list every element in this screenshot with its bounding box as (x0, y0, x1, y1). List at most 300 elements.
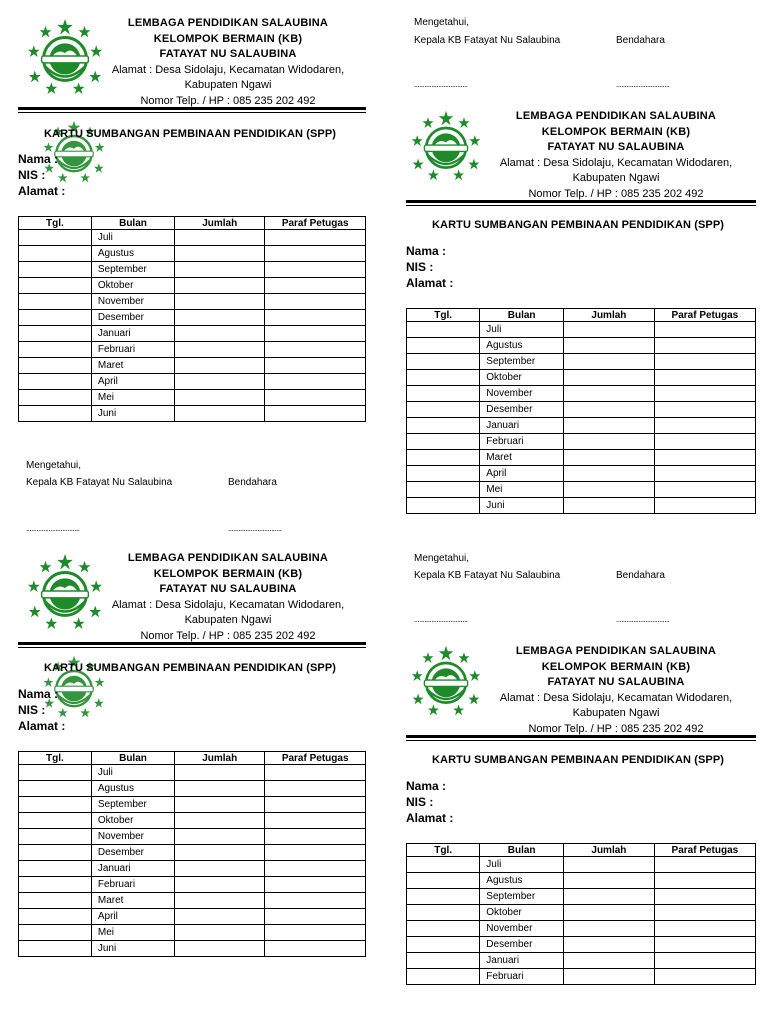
sign-bendahara: Bendahara (616, 570, 665, 581)
card-title: KARTU SUMBANGAN PEMBINAAN PENDIDIKAN (SPP) (44, 128, 337, 140)
signature-cell (265, 390, 366, 406)
table-header-cell: Jumlah (175, 217, 265, 230)
school-line1: LEMBAGA PENDIDIKAN SALAUBINA (515, 110, 717, 122)
month-cell: April (91, 909, 174, 925)
month-cell: Januari (91, 326, 174, 342)
amount-cell (175, 829, 265, 845)
signature-cell (265, 861, 366, 877)
table-header-cell: Tgl. (407, 844, 480, 857)
table-row (407, 857, 756, 873)
table-row (407, 905, 756, 921)
month-cell: Maret (91, 893, 174, 909)
header-rule-thin (18, 647, 366, 648)
header-rule (18, 642, 366, 645)
card-title: KARTU SUMBANGAN PEMBINAAN PENDIDIKAN (SPP) (432, 219, 725, 231)
signature-cell (265, 310, 366, 326)
signature-cell (265, 781, 366, 797)
signature-cell (265, 326, 366, 342)
month-cell: Agustus (480, 873, 564, 889)
table-row (407, 370, 756, 386)
signature-cell (654, 418, 755, 434)
school-address2: Kabupaten Ngawi (572, 172, 660, 184)
field-nis: NIS : (18, 703, 46, 717)
table-header-cell: Tgl. (19, 217, 92, 230)
signature-cell (654, 338, 755, 354)
date-cell (19, 909, 92, 925)
school-header (484, 644, 748, 737)
month-cell: Juni (480, 498, 564, 514)
sign-kepala: Kepala KB Fatayat Nu Salaubina (414, 570, 561, 581)
date-cell (407, 921, 480, 937)
month-cell: Maret (91, 358, 174, 374)
amount-cell (564, 937, 655, 953)
header-rule-thin (18, 112, 366, 113)
signature-cell (654, 873, 755, 889)
table-header-cell: Paraf Petugas (654, 844, 755, 857)
date-cell (19, 294, 92, 310)
date-cell (407, 889, 480, 905)
table-header-row (19, 752, 366, 765)
month-cell: Agustus (91, 246, 174, 262)
table-row (19, 374, 366, 390)
table-header-row (407, 844, 756, 857)
month-cell: November (480, 386, 564, 402)
date-cell (407, 482, 480, 498)
signature-cell (654, 322, 755, 338)
table-row (19, 246, 366, 262)
field-nama: Nama : (18, 687, 59, 701)
month-cell: Februari (480, 434, 564, 450)
spp-table (406, 843, 756, 985)
date-cell (19, 374, 92, 390)
header-rule-thin (406, 740, 756, 741)
signature-cell (265, 230, 366, 246)
amount-cell (175, 374, 265, 390)
amount-cell (564, 450, 655, 466)
date-cell (19, 829, 92, 845)
table-row (407, 953, 756, 969)
school-line2: KELOMPOK BERMAIN (KB) (541, 660, 691, 673)
table-row (407, 450, 756, 466)
amount-cell (175, 797, 265, 813)
sign-mengetahui: Mengetahui, (414, 553, 470, 564)
school-line2: KELOMPOK BERMAIN (KB) (153, 567, 303, 580)
table-header-row (407, 309, 756, 322)
field-alamat: Alamat : (18, 184, 66, 198)
date-cell (407, 857, 480, 873)
table-row (407, 354, 756, 370)
table-header-row (19, 217, 366, 230)
table-row (19, 342, 366, 358)
amount-cell (175, 310, 265, 326)
date-cell (407, 354, 480, 370)
signature-cell (654, 921, 755, 937)
date-cell (19, 877, 92, 893)
school-line3: FATAYAT NU SALAUBINA (547, 676, 685, 688)
signature-cell (654, 953, 755, 969)
field-nama: Nama : (406, 779, 447, 793)
date-cell (19, 246, 92, 262)
month-cell: Januari (480, 418, 564, 434)
signature-cell (265, 278, 366, 294)
amount-cell (175, 294, 265, 310)
amount-cell (175, 941, 265, 957)
table-row (19, 358, 366, 374)
table-row (19, 893, 366, 909)
month-cell: September (91, 797, 174, 813)
amount-cell (175, 845, 265, 861)
amount-cell (564, 354, 655, 370)
signature-cell (265, 909, 366, 925)
table-header-cell: Bulan (91, 752, 174, 765)
table-row (407, 921, 756, 937)
amount-cell (175, 893, 265, 909)
amount-cell (564, 857, 655, 873)
date-cell (407, 953, 480, 969)
school-line1: LEMBAGA PENDIDIKAN SALAUBINA (127, 552, 329, 564)
nu-logo-icon (410, 645, 482, 717)
table-row (19, 877, 366, 893)
spp-table (406, 308, 756, 514)
table-row (407, 338, 756, 354)
amount-cell (175, 342, 265, 358)
amount-cell (564, 498, 655, 514)
amount-cell (175, 877, 265, 893)
month-cell: September (91, 262, 174, 278)
signature-cell (265, 246, 366, 262)
amount-cell (175, 765, 265, 781)
table-row (407, 386, 756, 402)
date-cell (19, 278, 92, 294)
signature-cell (654, 482, 755, 498)
date-cell (407, 937, 480, 953)
amount-cell (564, 969, 655, 985)
amount-cell (564, 418, 655, 434)
amount-cell (175, 909, 265, 925)
table-header-cell: Bulan (480, 844, 564, 857)
signature-cell (654, 402, 755, 418)
month-cell: Januari (480, 953, 564, 969)
date-cell (407, 450, 480, 466)
table-row (19, 909, 366, 925)
amount-cell (175, 925, 265, 941)
date-cell (19, 813, 92, 829)
month-cell: November (480, 921, 564, 937)
school-header (96, 16, 360, 109)
header-rule (406, 200, 756, 203)
date-cell (19, 765, 92, 781)
month-cell: Juli (91, 230, 174, 246)
date-cell (407, 873, 480, 889)
month-cell: Desember (480, 937, 564, 953)
table-row (19, 829, 366, 845)
table-row (19, 294, 366, 310)
date-cell (19, 358, 92, 374)
amount-cell (564, 338, 655, 354)
date-cell (407, 338, 480, 354)
amount-cell (175, 861, 265, 877)
month-cell: Maret (480, 450, 564, 466)
signature-cell (654, 434, 755, 450)
date-cell (407, 466, 480, 482)
field-nama: Nama : (18, 152, 59, 166)
signature-cell (265, 893, 366, 909)
date-cell (19, 230, 92, 246)
field-alamat: Alamat : (406, 276, 454, 290)
signature-cell (654, 354, 755, 370)
signature-cell (265, 406, 366, 422)
month-cell: Oktober (480, 905, 564, 921)
month-cell: Desember (91, 845, 174, 861)
amount-cell (564, 466, 655, 482)
spp-table (18, 751, 366, 957)
signature-cell (265, 941, 366, 957)
amount-cell (564, 873, 655, 889)
table-header-cell: Jumlah (564, 844, 655, 857)
month-cell: Juli (91, 765, 174, 781)
school-phone: Nomor Telp. / HP : 085 235 202 492 (528, 187, 704, 200)
table-row (19, 925, 366, 941)
amount-cell (175, 390, 265, 406)
amount-cell (175, 262, 265, 278)
signature-cell (654, 857, 755, 873)
date-cell (19, 326, 92, 342)
sign-dots-kepala: ............................... (26, 524, 80, 533)
table-row (407, 322, 756, 338)
field-nama: Nama : (406, 244, 447, 258)
sign-dots-kepala: ............................... (414, 615, 468, 624)
header-rule (18, 107, 366, 110)
school-address2: Kabupaten Ngawi (572, 707, 660, 719)
table-row (407, 466, 756, 482)
month-cell: Oktober (480, 370, 564, 386)
nu-logo-icon (26, 18, 104, 96)
table-header-cell: Paraf Petugas (654, 309, 755, 322)
table-row (407, 418, 756, 434)
signature-cell (265, 358, 366, 374)
signature-cell (265, 845, 366, 861)
date-cell (407, 370, 480, 386)
signature-cell (265, 877, 366, 893)
table-row (407, 498, 756, 514)
sign-kepala: Kepala KB Fatayat Nu Salaubina (414, 35, 561, 46)
school-phone: Nomor Telp. / HP : 085 235 202 492 (140, 629, 316, 642)
signature-cell (654, 450, 755, 466)
sign-kepala: Kepala KB Fatayat Nu Salaubina (26, 477, 173, 488)
field-nis: NIS : (406, 795, 434, 809)
month-cell: Februari (91, 877, 174, 893)
signature-cell (654, 969, 755, 985)
school-address2: Kabupaten Ngawi (184, 614, 272, 626)
date-cell (407, 434, 480, 450)
month-cell: Agustus (480, 338, 564, 354)
field-nis: NIS : (406, 260, 434, 274)
date-cell (19, 925, 92, 941)
date-cell (407, 386, 480, 402)
signature-cell (265, 262, 366, 278)
table-header-cell: Paraf Petugas (265, 217, 366, 230)
sign-dots-bendahara: ............................... (228, 524, 282, 533)
table-row (19, 326, 366, 342)
signature-cell (654, 466, 755, 482)
amount-cell (175, 406, 265, 422)
school-address2: Kabupaten Ngawi (184, 79, 272, 91)
date-cell (407, 969, 480, 985)
amount-cell (564, 370, 655, 386)
signature-cell (654, 905, 755, 921)
signature-cell (265, 765, 366, 781)
amount-cell (175, 326, 265, 342)
nu-logo-icon (26, 553, 104, 631)
signature-cell (654, 386, 755, 402)
table-row (407, 873, 756, 889)
sign-mengetahui: Mengetahui, (414, 17, 470, 28)
amount-cell (564, 953, 655, 969)
date-cell (19, 310, 92, 326)
table-header-cell: Jumlah (175, 752, 265, 765)
table-row (19, 813, 366, 829)
signature-cell (265, 829, 366, 845)
signature-cell (654, 889, 755, 905)
month-cell: Mei (480, 482, 564, 498)
month-cell: November (91, 829, 174, 845)
month-cell: Juli (480, 857, 564, 873)
header-rule (406, 735, 756, 738)
sign-mengetahui: Mengetahui, (26, 460, 82, 471)
table-row (407, 937, 756, 953)
amount-cell (564, 322, 655, 338)
school-phone: Nomor Telp. / HP : 085 235 202 492 (528, 722, 704, 735)
signature-cell (265, 294, 366, 310)
table-header-cell: Paraf Petugas (265, 752, 366, 765)
school-address1: Alamat : Desa Sidolaju, Kecamatan Widodaren, (499, 156, 733, 169)
signature-cell (265, 925, 366, 941)
table-header-cell: Jumlah (564, 309, 655, 322)
table-row (19, 262, 366, 278)
amount-cell (564, 402, 655, 418)
date-cell (19, 390, 92, 406)
table-row (19, 406, 366, 422)
table-row (19, 797, 366, 813)
amount-cell (175, 813, 265, 829)
table-row (19, 278, 366, 294)
amount-cell (175, 230, 265, 246)
signature-cell (654, 937, 755, 953)
sign-dots-kepala: ............................... (414, 80, 468, 89)
month-cell: Agustus (91, 781, 174, 797)
date-cell (19, 781, 92, 797)
amount-cell (564, 482, 655, 498)
table-row (407, 402, 756, 418)
table-row (407, 434, 756, 450)
month-cell: April (91, 374, 174, 390)
month-cell: Desember (91, 310, 174, 326)
school-line2: KELOMPOK BERMAIN (KB) (153, 32, 303, 45)
month-cell: Oktober (91, 813, 174, 829)
month-cell: November (91, 294, 174, 310)
card-title: KARTU SUMBANGAN PEMBINAAN PENDIDIKAN (SPP) (44, 662, 337, 674)
month-cell: September (480, 354, 564, 370)
table-row (19, 941, 366, 957)
amount-cell (564, 386, 655, 402)
signature-cell (265, 342, 366, 358)
school-line3: FATAYAT NU SALAUBINA (547, 141, 685, 153)
month-cell: Mei (91, 390, 174, 406)
signature-cell (654, 370, 755, 386)
nu-logo-icon (410, 110, 482, 182)
school-line2: KELOMPOK BERMAIN (KB) (541, 125, 691, 138)
signature-cell (265, 797, 366, 813)
school-address1: Alamat : Desa Sidolaju, Kecamatan Widodaren, (111, 598, 345, 611)
table-row (19, 765, 366, 781)
table-row (407, 482, 756, 498)
date-cell (19, 797, 92, 813)
school-address1: Alamat : Desa Sidolaju, Kecamatan Widodaren, (499, 691, 733, 704)
date-cell (19, 941, 92, 957)
field-nis: NIS : (18, 168, 46, 182)
date-cell (19, 342, 92, 358)
school-line3: FATAYAT NU SALAUBINA (159, 48, 297, 60)
date-cell (407, 418, 480, 434)
school-header (96, 551, 360, 644)
sign-bendahara: Bendahara (228, 477, 277, 488)
school-line3: FATAYAT NU SALAUBINA (159, 583, 297, 595)
date-cell (19, 406, 92, 422)
month-cell: Mei (91, 925, 174, 941)
month-cell: Juli (480, 322, 564, 338)
month-cell: Februari (480, 969, 564, 985)
amount-cell (175, 278, 265, 294)
table-header-cell: Bulan (480, 309, 564, 322)
month-cell: September (480, 889, 564, 905)
signature-cell (654, 498, 755, 514)
month-cell: Februari (91, 342, 174, 358)
signature-cell (265, 374, 366, 390)
amount-cell (175, 358, 265, 374)
card-title: KARTU SUMBANGAN PEMBINAAN PENDIDIKAN (SPP) (432, 754, 725, 766)
school-phone: Nomor Telp. / HP : 085 235 202 492 (140, 94, 316, 107)
table-row (19, 861, 366, 877)
table-header-cell: Tgl. (19, 752, 92, 765)
spp-table (18, 216, 366, 422)
date-cell (19, 861, 92, 877)
amount-cell (564, 889, 655, 905)
header-rule-thin (406, 205, 756, 206)
school-line1: LEMBAGA PENDIDIKAN SALAUBINA (515, 645, 717, 657)
table-row (19, 781, 366, 797)
amount-cell (564, 434, 655, 450)
table-row (19, 390, 366, 406)
month-cell: Oktober (91, 278, 174, 294)
date-cell (19, 845, 92, 861)
field-alamat: Alamat : (18, 719, 66, 733)
signature-cell (265, 813, 366, 829)
table-row (407, 969, 756, 985)
date-cell (19, 893, 92, 909)
date-cell (407, 498, 480, 514)
date-cell (407, 402, 480, 418)
month-cell: April (480, 466, 564, 482)
date-cell (19, 262, 92, 278)
field-alamat: Alamat : (406, 811, 454, 825)
table-row (407, 889, 756, 905)
table-header-cell: Tgl. (407, 309, 480, 322)
school-address1: Alamat : Desa Sidolaju, Kecamatan Widodaren, (111, 63, 345, 76)
sign-dots-bendahara: ............................... (616, 615, 670, 624)
amount-cell (175, 246, 265, 262)
sign-bendahara: Bendahara (616, 35, 665, 46)
table-header-cell: Bulan (91, 217, 174, 230)
